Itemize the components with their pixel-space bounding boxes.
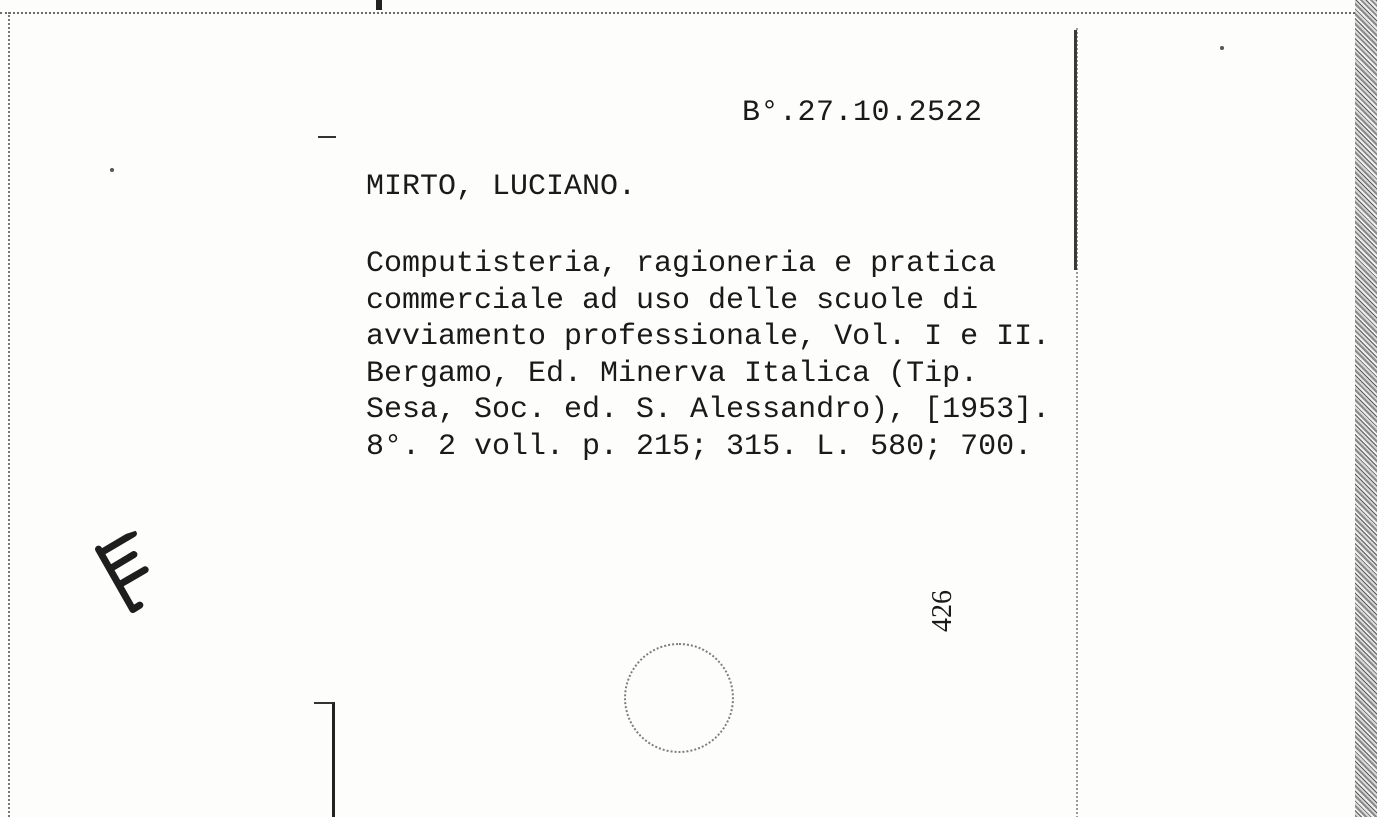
speck [110,168,114,172]
corner-bracket [314,702,335,817]
handwritten-mark-icon [89,528,169,622]
entry-line: Computisteria, ragioneria e pratica [366,247,997,281]
scan-right-edge [1355,0,1377,817]
stamp-number: 426 [927,590,958,632]
bibliographic-entry [366,246,1050,466]
scan-top-edge [0,0,1355,14]
shelfmark: B°.27.10.2522 [742,96,983,130]
entry-line: 8°. 2 voll. p. 215; 315. L. 580; 700. [366,429,1033,464]
entry-line: Bergamo, Ed. Minerva Italica (Tip. [366,356,979,391]
entry-line: Sesa, Soc. ed. S. Alessandro), [1953]. [366,393,1051,428]
speck [1220,46,1224,50]
scan-left-edge [0,12,10,817]
margin-dash [318,136,336,138]
entry-line: avviamento professionale, Vol. I e II. [366,320,1051,355]
entry-line: commerciale ad uso delle scuole di [366,283,979,318]
scan-top-mark [376,0,382,10]
column-divider-solid [1074,30,1077,270]
author-heading: MIRTO, LUCIANO. [366,170,637,204]
punch-hole-circle [624,643,734,753]
